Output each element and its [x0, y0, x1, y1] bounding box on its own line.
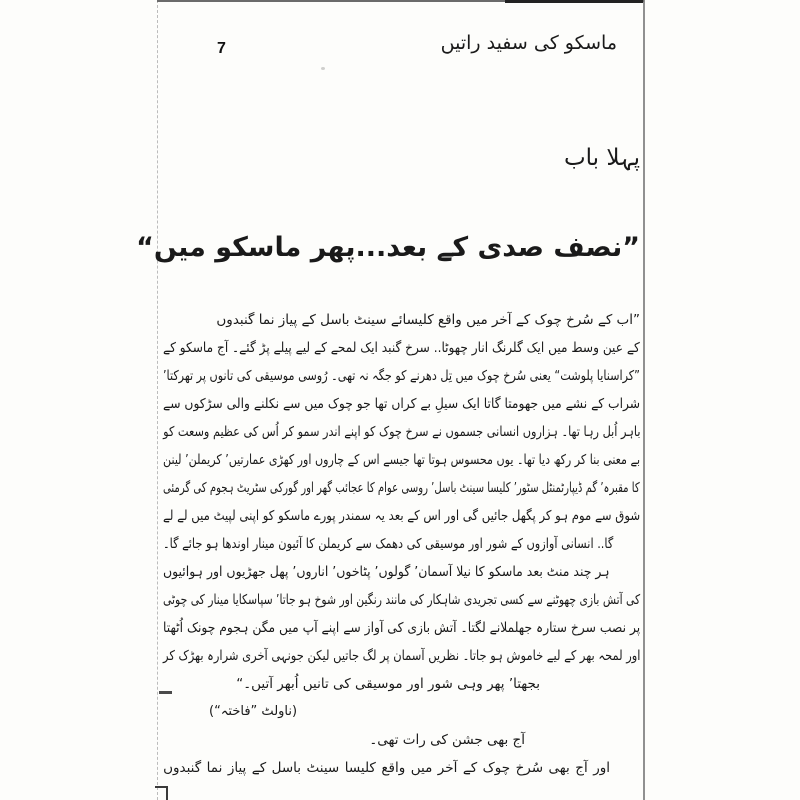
- body-line: آج بھی جشن کی رات تھی۔: [369, 732, 525, 748]
- body-line: اور لمحہ بھر کے لیے خاموش ہو جاتا۔ نظریں آسمان پر لگ جاتیں لیکن جونہی آخری شرارہ بھڑک کر: [162, 648, 640, 664]
- body-line: کا مقبرہ’ گم ڈیپارٹمنٹل سٹور’ کلیسا سینٹ باسل’ روسی عوام کا عجائب گھر اور گورکی سٹریٹ ہجوم کی گرمئی: [163, 480, 640, 496]
- running-header-title: ماسکو کی سفید راتیں: [440, 32, 617, 54]
- body-line: شراب کے نشے میں جھومتا گاتا ایک سیلِ بے کراں تھا جو چوک میں سے نکلنے والی سڑکوں سے: [162, 396, 640, 412]
- body-line: شوق سے موم ہو کر پگھل جائیں گی اور اس کے بعد یہ سمندر پورے ماسکو کو اپنی لپیٹ میں لے لے: [162, 508, 640, 524]
- scan-artifact-corner-mark: [166, 786, 168, 800]
- page-right-edge-line: [643, 0, 645, 800]
- body-line: اور آج بھی سُرخ چوک کے آخر میں واقع کلیسا سینٹ باسل کے پیاز نما گنبدوں: [163, 760, 610, 776]
- body-text-column: [163, 306, 640, 782]
- body-line: ”کراسنایا پلوشت“ یعنی سُرخ چوک میں تِل دھرنے کو جگہ نہ تھی۔ رُوسی موسیقی کی تانوں پر تھرکتا’: [163, 368, 640, 384]
- attribution-line: (ناولٹ ”فاختہ“): [209, 704, 298, 719]
- scan-artifact-speck: [321, 67, 325, 70]
- chapter-quote-title: ”نصف صدی کے بعد...پھر ماسکو میں“: [136, 232, 640, 263]
- body-line: کی آتش بازی چھوٹنے سے کسی تجریدی شاہکار کی مانند رنگین اور شوخ ہو جاتا’ سپاسکایا مینار کی چوٹی: [162, 592, 640, 608]
- body-line: بجھتا’ پھر وہی شور اور موسیقی کی تانیں اُبھر آتیں۔“: [236, 676, 540, 692]
- body-line: ”اب کے سُرخ چوک کے آخر میں واقع کلیسائے سینٹ باسل کے پیاز نما گنبدوں: [216, 312, 640, 328]
- page-number: 7: [217, 40, 226, 57]
- body-line: ہر چند منٹ بعد ماسکو کا نیلا آسمان’ گولوں’ پٹاخوں’ اناروں’ پھل جھڑیوں اور ہوائیوں: [163, 564, 610, 580]
- body-line: کے عین وسط میں ایک گلرنگ انار چھوٹا.. سرخ گنبد ایک لمحے کے لیے پیلے پڑ گئے۔ آج ماسکو کے: [163, 340, 640, 356]
- chapter-heading: پہلا باب: [564, 145, 640, 171]
- body-line: باہر اُبل رہا تھا۔ ہزاروں انسانی جسموں نے سرخ چوک کو اپنے اندر سمو کر اُس کی عظیم وسعت کو: [162, 424, 640, 440]
- body-line: گا.. انسانی آوازوں کے شور اور موسیقی کی دھمک سے کریملن کا آئیون مینار اوندھا ہو جائے گا۔: [162, 536, 613, 552]
- body-line: پر نصب سرخ ستارہ جھلملانے لگتا۔ آتش بازی کی آواز سے اپنے آپ میں مگن ہجوم چونک اُٹھتا: [162, 620, 640, 636]
- body-line: بے معنی بنا کر رکھ دیا تھا۔ یوں محسوس ہوتا تھا جیسے اس کے چاروں اور کھڑی عمارتیں’ کریملن’ لینن: [162, 452, 640, 468]
- page-top-edge-dark-segment: [505, 0, 643, 3]
